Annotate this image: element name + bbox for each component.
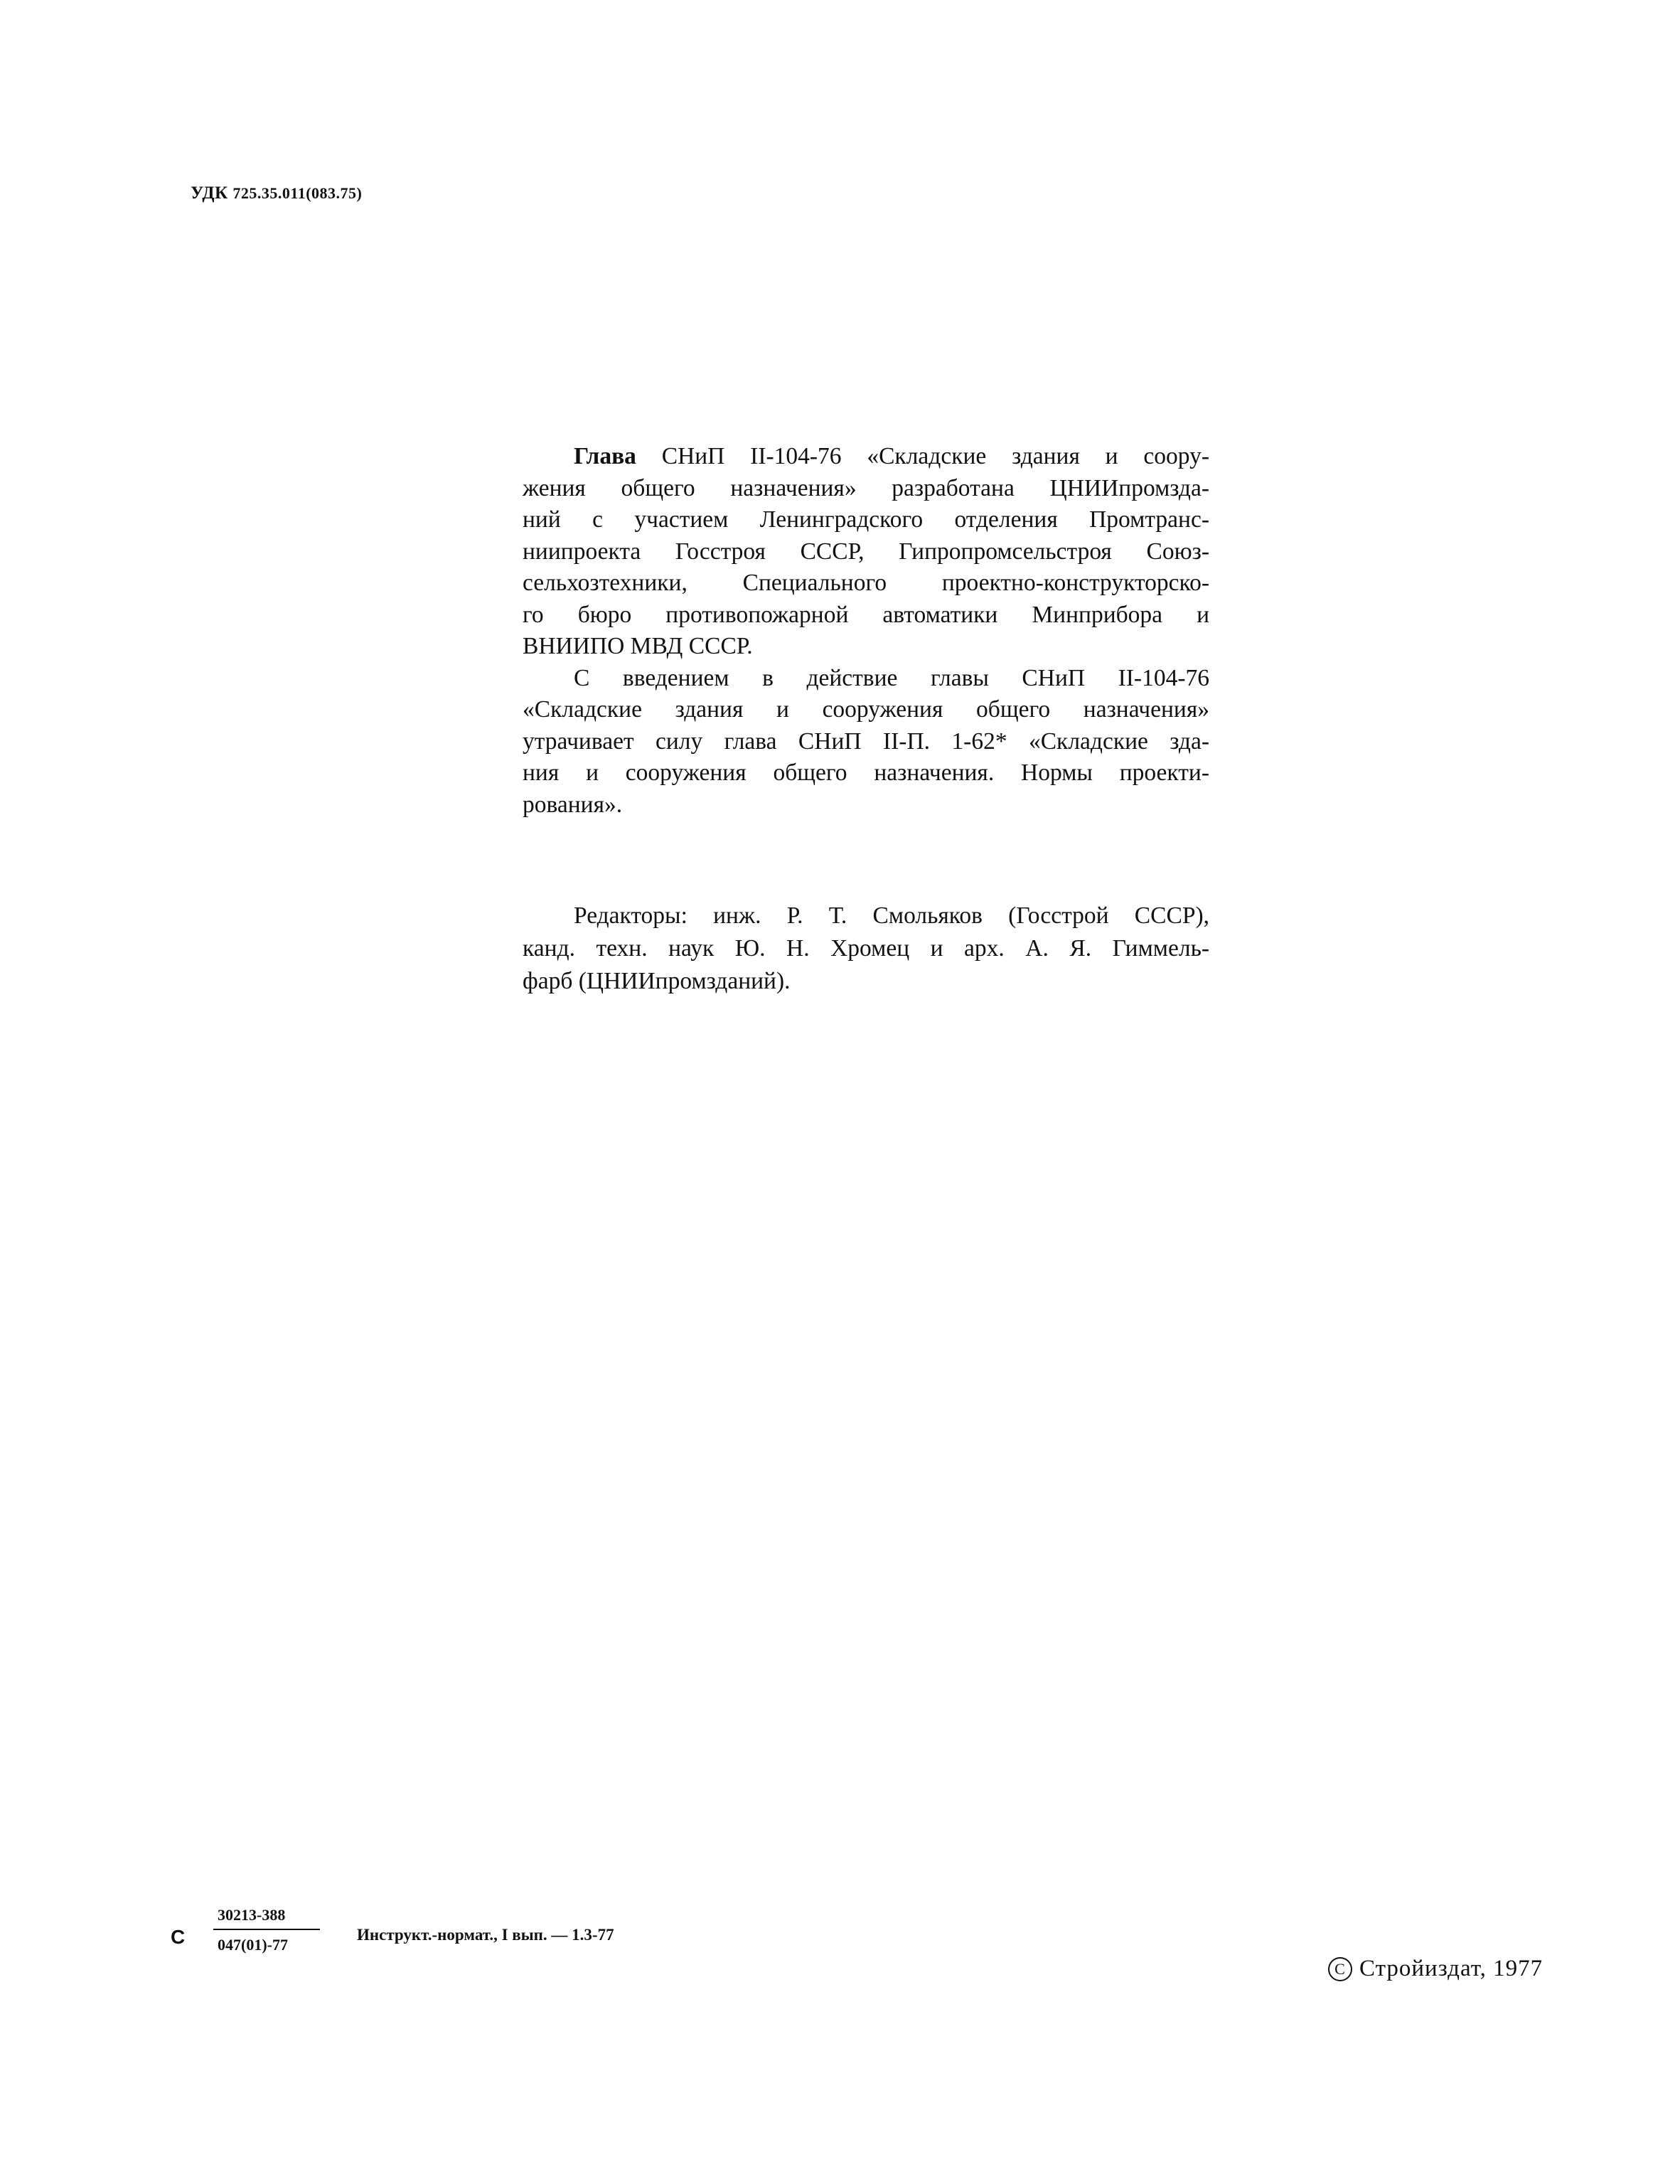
imprint-letter: С (171, 1926, 186, 1948)
intro-line-7: ВНИИПО МВД СССР. (523, 633, 753, 659)
udk-label: УДК (191, 183, 228, 203)
editors-line-3: фарб (ЦНИИпромзданий). (523, 968, 791, 994)
fraction-bar (213, 1929, 320, 1930)
copyright-icon: С (1328, 1957, 1352, 1981)
imprint-denominator: 047(01)-77 (218, 1936, 288, 1954)
copyright-notice (1328, 1956, 1543, 1982)
intro-line-6: го бюро противопожарной автоматики Минприбора и (523, 601, 1209, 628)
udk-index (191, 183, 362, 203)
repeal-line-5: рования». (523, 791, 623, 818)
editors-line-2: канд. техн. наук Ю. Н. Хромец и арх. А. Я. Гиммель- (523, 935, 1209, 962)
intro-line-4: ниипроекта Госстроя СССР, Гипропромсельстроя Союз- (523, 538, 1209, 565)
repeal-line-3: утрачивает силу глава СНиП II-П. 1-62* «Складские зда- (523, 728, 1209, 755)
imprint-series: Инструкт.-нормат., I вып. — 1.3-77 (357, 1926, 614, 1944)
imprint-numerator: 30213-388 (218, 1906, 286, 1924)
intro-line-1 (523, 441, 1209, 473)
editors-line-1: Редакторы: инж. Р. Т. Смольяков (Госстрой СССР), (574, 902, 1209, 929)
intro-line-5: сельхозтехники, Специального проектно-конструкторско- (523, 570, 1209, 596)
intro-line-1-rest: СНиП II-104-76 «Складские здания и соору- (661, 443, 1209, 469)
repeal-line-1: С введением в действие главы СНиП II-104-76 (574, 664, 1209, 691)
intro-lead-word: Глава (574, 443, 636, 469)
editors-paragraph (523, 900, 1209, 998)
repeal-line-4: ния и сооружения общего назначения. Нормы проекти- (523, 760, 1209, 786)
imprint-fraction (213, 1906, 328, 1954)
copyright-text: Стройиздат, 1977 (1359, 1956, 1543, 1981)
repeal-line-2: «Складские здания и сооружения общего назначения» (523, 696, 1209, 723)
intro-line-3: ний с участием Ленинградского отделения Промтранс- (523, 506, 1209, 533)
intro-paragraph (523, 441, 1209, 821)
udk-code: 725.35.011(083.75) (232, 184, 363, 202)
intro-line-2: жения общего назначения» разработана ЦНИИпромзда- (523, 474, 1209, 501)
publication-imprint (171, 1906, 739, 1977)
